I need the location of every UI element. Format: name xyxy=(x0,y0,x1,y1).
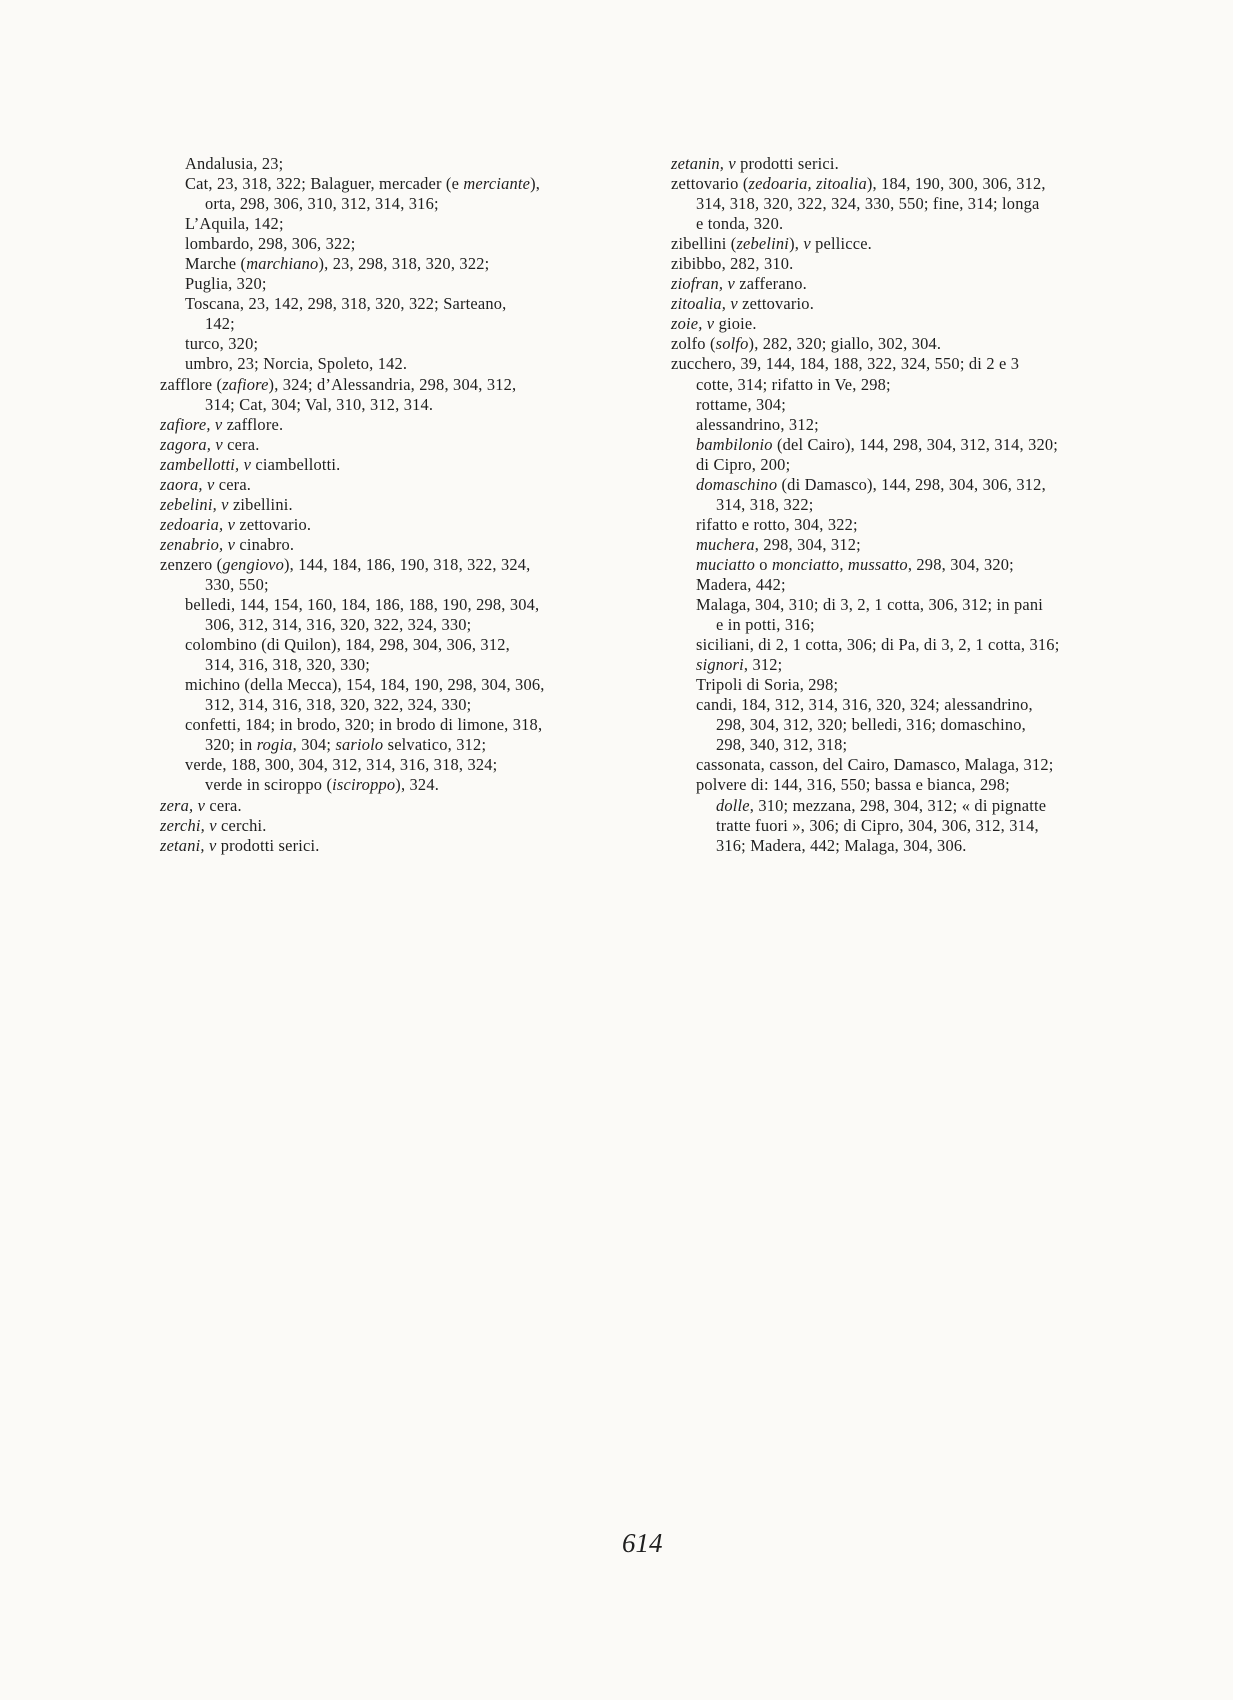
index-text: 330, 550; xyxy=(205,574,269,594)
index-text: domaschino xyxy=(696,474,778,494)
index-line xyxy=(160,254,620,274)
index-line xyxy=(671,775,1136,795)
index-text: zagora, v xyxy=(160,434,223,454)
index-line xyxy=(671,796,1136,816)
index-line xyxy=(671,655,1136,675)
index-text: verde in sciroppo ( xyxy=(205,775,333,795)
index-line xyxy=(671,174,1136,194)
index-text: isciroppo xyxy=(332,775,396,795)
index-line xyxy=(671,214,1136,234)
index-text: umbro, 23; Norcia, Spoleto, 142. xyxy=(185,354,408,374)
index-text: zucchero, 39, 144, 184, 188, 322, 324, 550; di 2 e 3 xyxy=(671,354,1020,374)
index-text: colombino (di Quilon), 184, 298, 304, 306, 312, xyxy=(185,635,510,655)
index-text: cera. xyxy=(205,795,242,815)
index-text: (di Damasco), 144, 298, 304, 306, 312, xyxy=(777,474,1046,494)
index-text: muciatto xyxy=(696,554,755,574)
index-text: ), 184, 190, 300, 306, 312, xyxy=(866,174,1046,194)
index-text: cera. xyxy=(222,434,260,454)
index-line xyxy=(160,435,620,455)
index-line xyxy=(160,274,620,294)
index-line xyxy=(671,495,1136,515)
index-line xyxy=(671,455,1136,475)
index-text: pellicce. xyxy=(810,234,872,254)
index-column-left xyxy=(160,154,620,856)
index-text: zettovario. xyxy=(235,514,312,534)
index-text: ciambellotti. xyxy=(251,454,341,474)
index-line xyxy=(671,274,1136,294)
index-line xyxy=(671,354,1136,374)
index-line xyxy=(671,575,1136,595)
index-text: L’Aquila, 142; xyxy=(185,214,284,234)
index-text: sariolo xyxy=(335,735,384,755)
index-line xyxy=(160,515,620,535)
index-text: Malaga, 304, 310; di 3, 2, 1 cotta, 306, 312; in pani xyxy=(696,595,1044,615)
index-line xyxy=(160,415,620,435)
index-text: cotte, 314; rifatto in Ve, 298; xyxy=(696,374,891,394)
index-line xyxy=(160,294,620,314)
index-text: 314, 316, 318, 320, 330; xyxy=(205,655,371,675)
index-text: zetani, v xyxy=(160,835,217,855)
index-line xyxy=(160,354,620,374)
index-line xyxy=(671,234,1136,254)
index-text: 298, 304, 312, 320; belledi, 316; domaschino, xyxy=(716,715,1026,735)
index-text: zettovario. xyxy=(737,294,814,314)
index-text: zafiore xyxy=(222,374,269,394)
page-number: 614 xyxy=(622,1528,663,1558)
index-text: zibibbo, 282, 310. xyxy=(671,254,794,274)
index-line xyxy=(160,174,620,194)
index-line xyxy=(671,314,1136,334)
index-text: muchera xyxy=(696,534,755,554)
index-line xyxy=(671,535,1136,555)
index-line xyxy=(671,695,1136,715)
index-line xyxy=(671,415,1136,435)
index-text: zitoalia, v xyxy=(671,294,738,314)
index-text: Andalusia, 23; xyxy=(185,154,284,173)
index-line xyxy=(160,775,620,795)
index-text: 316; Madera, 442; Malaga, 304, 306. xyxy=(716,835,967,855)
index-text: ), 144, 184, 186, 190, 318, 322, 324, xyxy=(284,554,531,574)
index-line xyxy=(160,675,620,695)
index-line xyxy=(671,555,1136,575)
index-text: orta, 298, 306, 310, 312, 314, 316; xyxy=(205,194,439,214)
index-line xyxy=(671,735,1136,755)
index-line xyxy=(160,495,620,515)
index-text: confetti, 184; in brodo, 320; in brodo di limone, 318, xyxy=(185,715,543,735)
index-text: prodotti serici. xyxy=(216,835,320,855)
index-text: cera. xyxy=(214,474,252,494)
index-text: cassonata, casson, del Cairo, Damasco, Malaga, 312; xyxy=(696,755,1054,775)
index-line xyxy=(671,294,1136,314)
index-text: di Cipro, 200; xyxy=(696,454,791,474)
index-line xyxy=(160,395,620,415)
index-line xyxy=(160,375,620,395)
index-line xyxy=(671,375,1136,395)
index-text: marchiano xyxy=(246,254,319,274)
index-text: selvatico, 312; xyxy=(383,735,487,755)
index-text: zibellini. xyxy=(228,494,293,514)
index-text: e tonda, 320. xyxy=(696,214,784,234)
index-text: zambellotti, v xyxy=(160,454,252,474)
index-text: ), 23, 298, 318, 320, 322; xyxy=(318,254,490,274)
index-text: cerchi. xyxy=(216,815,267,835)
index-text: ziofran, v xyxy=(671,274,735,294)
index-text: 314, 318, 320, 322, 324, 330, 550; fine, 314; longa xyxy=(696,194,1040,214)
index-line xyxy=(160,595,620,615)
index-text: verde, 188, 300, 304, 312, 314, 316, 318, 324; xyxy=(185,755,498,775)
index-line xyxy=(160,575,620,595)
index-text: 314, 318, 322; xyxy=(716,494,814,514)
index-line xyxy=(671,395,1136,415)
index-line xyxy=(160,314,620,334)
index-text: polvere di: 144, 316, 550; bassa e bianca, 298; xyxy=(696,775,1010,795)
index-text: gioie. xyxy=(714,314,757,334)
index-text: rogia xyxy=(256,735,293,755)
index-text: ), xyxy=(530,174,541,194)
index-text: 314; Cat, 304; Val, 310, 312, 314. xyxy=(205,394,434,414)
index-line xyxy=(671,334,1136,354)
index-line xyxy=(671,675,1136,695)
index-text: , 310; mezzana, 298, 304, 312; « di pignatte xyxy=(749,795,1047,815)
index-text: zibellini ( xyxy=(671,234,737,254)
index-text: , 298, 304, 312; xyxy=(754,534,861,554)
index-line xyxy=(671,595,1136,615)
index-text: (del Cairo), 144, 298, 304, 312, 314, 320; xyxy=(772,434,1059,454)
index-text: 298, 340, 312, 318; xyxy=(716,735,848,755)
index-text: merciante xyxy=(463,174,531,194)
index-line xyxy=(160,796,620,816)
index-text: ), xyxy=(789,234,804,254)
index-text: zebelini, v xyxy=(160,494,229,514)
index-column-right xyxy=(671,154,1136,856)
index-text: zettovario ( xyxy=(671,174,749,194)
index-text: ), 282, 320; giallo, 302, 304. xyxy=(748,334,942,354)
index-text: 142; xyxy=(205,314,235,334)
index-text: 320; in xyxy=(205,735,257,755)
index-line xyxy=(671,435,1136,455)
index-text: dolle xyxy=(716,795,750,815)
index-text: prodotti serici. xyxy=(735,154,839,173)
index-text: , 312; xyxy=(743,655,783,675)
index-line xyxy=(160,214,620,234)
index-text: zafflore. xyxy=(222,414,284,434)
index-line xyxy=(160,334,620,354)
index-text: zenabrio, v xyxy=(160,534,236,554)
index-text: Puglia, 320; xyxy=(185,274,267,294)
index-text: monciatto, mussatto xyxy=(771,554,908,574)
index-text: zoie, v xyxy=(671,314,715,334)
index-line xyxy=(160,535,620,555)
index-line xyxy=(671,755,1136,775)
index-text: zedoaria, zitoalia xyxy=(748,174,867,194)
index-text: lombardo, 298, 306, 322; xyxy=(185,234,356,254)
index-line xyxy=(671,836,1136,856)
index-line xyxy=(671,635,1136,655)
index-text: candi, 184, 312, 314, 316, 320, 324; alessandrino, xyxy=(696,695,1033,715)
index-line xyxy=(160,475,620,495)
index-line xyxy=(671,615,1136,635)
index-text: signori xyxy=(696,655,744,675)
index-text: rottame, 304; xyxy=(696,394,786,414)
index-line xyxy=(671,194,1136,214)
index-line xyxy=(160,695,620,715)
index-text: e in potti, 316; xyxy=(716,615,815,635)
index-line xyxy=(160,194,620,214)
index-text: zedoaria, v xyxy=(160,514,236,534)
index-text: belledi, 144, 154, 160, 184, 186, 188, 190, 298, 304, xyxy=(185,595,540,615)
index-line xyxy=(160,715,620,735)
index-text: v xyxy=(803,234,811,254)
index-text: , 298, 304, 320; xyxy=(907,554,1014,574)
index-text: zafferano. xyxy=(734,274,807,294)
index-line xyxy=(671,475,1136,495)
index-line xyxy=(671,515,1136,535)
index-text: bambilonio xyxy=(696,434,773,454)
index-text: zaora, v xyxy=(160,474,215,494)
index-text: ), 324. xyxy=(395,775,440,795)
index-line xyxy=(160,455,620,475)
index-text: o xyxy=(754,554,772,574)
index-text: zerchi, v xyxy=(160,815,217,835)
index-text: tratte fuori », 306; di Cipro, 304, 306, 312, 314, xyxy=(716,815,1039,835)
index-line xyxy=(160,735,620,755)
index-line xyxy=(160,655,620,675)
index-text: zera, v xyxy=(160,795,206,815)
index-text: siciliani, di 2, 1 cotta, 306; di Pa, di 3, 2, 1 cotta, 316; xyxy=(696,635,1060,655)
index-text: zafflore ( xyxy=(160,374,223,394)
index-text: 312, 314, 316, 318, 320, 322, 324, 330; xyxy=(205,695,472,715)
index-line xyxy=(671,254,1136,274)
index-text: Cat, 23, 318, 322; Balaguer, mercader (e xyxy=(185,174,464,194)
index-text: cinabro. xyxy=(235,534,295,554)
index-line xyxy=(160,755,620,775)
index-text: Toscana, 23, 142, 298, 318, 320, 322; Sarteano, xyxy=(185,294,507,314)
index-text: michino (della Mecca), 154, 184, 190, 298, 304, 306, xyxy=(185,675,545,695)
index-line xyxy=(671,816,1136,836)
index-text: Marche ( xyxy=(185,254,247,274)
index-line xyxy=(160,615,620,635)
index-text: zetanin, v xyxy=(671,154,736,173)
index-text: rifatto e rotto, 304, 322; xyxy=(696,514,858,534)
index-line xyxy=(160,154,620,174)
index-text: alessandrino, 312; xyxy=(696,414,819,434)
index-text: zafiore, v xyxy=(160,414,223,434)
index-line xyxy=(160,555,620,575)
index-text: 306, 312, 314, 316, 320, 322, 324, 330; xyxy=(205,615,472,635)
index-text: gengiovo xyxy=(222,554,284,574)
index-text: Tripoli di Soria, 298; xyxy=(696,675,839,695)
index-text: , 304; xyxy=(292,735,336,755)
index-text: turco, 320; xyxy=(185,334,259,354)
index-text: zenzero ( xyxy=(160,554,223,574)
index-line xyxy=(160,635,620,655)
index-line xyxy=(160,816,620,836)
index-text: Madera, 442; xyxy=(696,574,786,594)
index-text: zolfo ( xyxy=(671,334,716,354)
index-line xyxy=(160,836,620,856)
index-text: ), 324; d’Alessandria, 298, 304, 312, xyxy=(268,374,517,394)
index-text: solfo xyxy=(715,334,749,354)
index-text: zebelini xyxy=(736,234,790,254)
index-line xyxy=(671,154,1136,174)
index-line xyxy=(160,234,620,254)
index-line xyxy=(671,715,1136,735)
